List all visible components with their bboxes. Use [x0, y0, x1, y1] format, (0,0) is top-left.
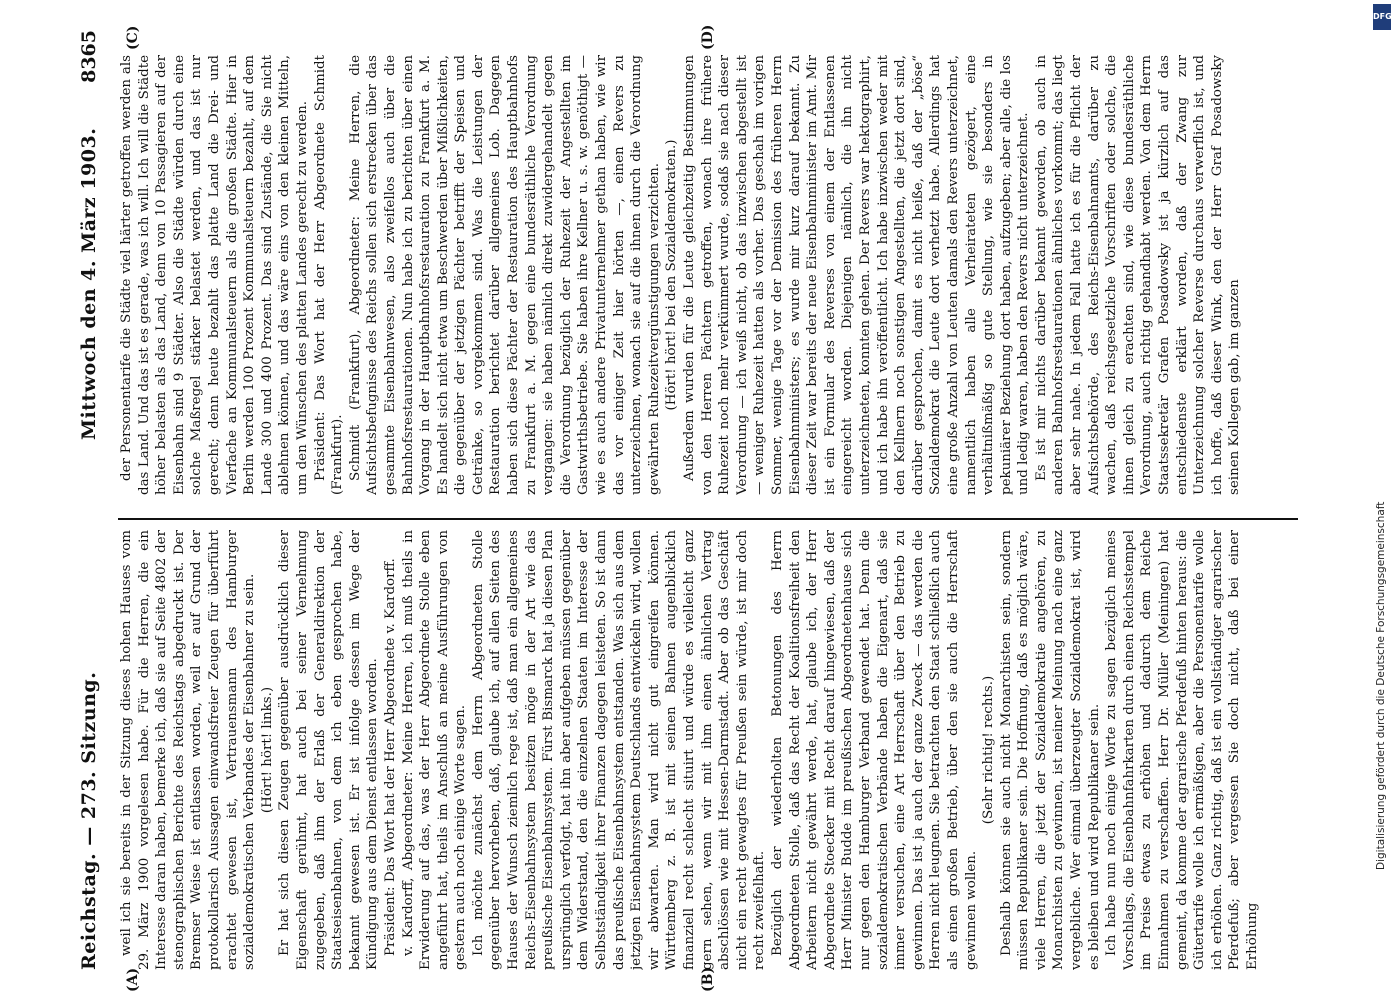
- paragraph: (Sehr richtig! rechts.): [981, 675, 997, 825]
- paragraph: Es ist mir nichts darüber bekannt geworden, ob auch in anderen Bahnhofsrestaurationen ähnliches vorkommt; das liegt aber sehr nahe. In jedem Fall hatte ich es für die Pflicht der Aufsichtsbehörde, des Reichs-Eisenbahnamts, darüber zu wachen, daß reichsgesetzliche Vorschriften oder solche, die ihnen gleich zu erachten sind, wie diese bundesräthliche Verordnung, auch richtig gehandhabt werden. Von dem Herrn Staatssekretär Grafen Posadowsky ist ja kürzlich auf das entschiedenste erklärt worden, daß der Zwang zur Unterzeichnung solcher Reverse durchaus verwerflich ist, und ich hoffe, daß dieser Wink, den der Herr Graf Posadowsky seinen Kollegen gab, im ganzen: [1033, 55, 1243, 495]
- page-header: [70, 30, 110, 970]
- paragraph: Präsident: Das Wort hat der Herr Abgeordnete Schmidt (Frankfurt).: [312, 55, 346, 495]
- dfg-logo: DFG: [1373, 4, 1391, 30]
- header-title: Reichstag. — 273. Sitzung.: [78, 671, 100, 970]
- paragraph: Deshalb können sie auch nicht Monarchisten sein, sondern müssen Republikaner sein. Die Hoffnung, daß es möglich wäre, viele Herren, die jetzt der Sozialdemokratie angehören, zu Monarchisten zu gewinnen, ist meiner Meinung nach eine ganz vergebliche. Wer einmal überzeugter Sozialdemokrat ist, wird es bleiben und wird Republikaner sein.: [998, 530, 1102, 970]
- paragraph: Bezüglich der wiederholten Betonungen des Herrn Abgeordneten Stolle, daß das Recht der Koalitionsfreiheit den Arbeitern nicht gewährt werde, hat, glaube ich, der Herr Abgeordnete Stoecker mit Recht darauf hingewiesen, daß der Herr Minister Budde im preußischen Abgeordnetenhause sich nur gegen den Hamburger Verband gewendet hat. Denn die sozialdemokratischen Verbände haben die Eigenart, daß sie immer versuchen, eine Art Herrschaft über den Betrieb zu gewinnen. Das ist ja auch der ganze Zweck — das werden die Herren nicht leugnen. Sie betrachten den Staat schließlich auch als einen großen Betrieb, über den sie auch die Herrschaft gewinnen wollen.: [769, 530, 979, 970]
- margin-marker-c: (C): [125, 25, 141, 50]
- sidebar-credit: Digitalisierung gefördert durch die Deutsche Forschungsgemeinschaft: [1375, 501, 1387, 870]
- paragraph: weil ich sie bereits in der Sitzung dieses hohen Hauses vom 29. März 1900 vorgelesen habe. Für die Herren, die ein Interesse daran haben, bemerke ich, daß sie auf Seite 4802 der stenographischen Berichte des Reichstags abgedruckt ist. Der Bremser Weise ist entlassen worden, weil er auf Grund der protokollarisch Aussagen einwandsfreier Zeugen für überführt erachtet gewesen ist, Vertrauensmann des Hamburger sozialdemokratischen Verbandes der Eisenbahner zu sein.: [119, 530, 258, 970]
- margin-marker-a: (A): [125, 967, 141, 992]
- sidebar: [1371, 0, 1395, 1000]
- paragraph: Außerdem wurden für die Leute gleichzeitig Bestimmungen von den Herren Pächtern getroffen, wonach ihre frühere Ruhezeit noch mehr verkümmert wurde, sodaß sie nach dieser Verordnung — ich weiß nicht, ob das inzwischen abgestellt ist — weniger Ruhezeit hatten als vorher. Das geschah im vorigen Sommer, wenige Tage vor der Demission des früheren Herrn Eisenbahnministers; es wurde mir kurz darauf bekannt. Zu dieser Zeit war bereits der neue Eisenbahnminister im Amt. Mir ist ein Formular des Reverses von einem der Entlassenen eingereicht worden. Diejenigen nämlich, die ihn nicht unterzeichneten, konnten gehen. Der Revers war hektographirt, und ich habe ihn veröffentlicht. Ich habe inzwischen weder mit den Kellnern noch sonstigen Angestellten, die jetzt dort sind, darüber gesprochen, damit es nicht heiße, daß der „böse“ Sozialdemokrat die Leute dort verhetzt habe. Allerdings hat eine große Anzahl von Leuten damals den Revers unterzeichnet, namentlich haben alle Verheirateten gezögert, eine verhältnißmäßig so gute Stellung, wie sie besonders in pekuniärer Beziehung dort haben, aufzugeben; aber alle, die los und ledig waren, haben den Revers nicht unterzeichnet.: [682, 55, 1032, 495]
- paragraph: Schmidt (Frankfurt), Abgeordneter: Meine Herren, die Aufsichtsbefugnisse des Reichs sollen sich erstrecken über das gesammte Eisenbahnwesen, also zweifellos auch über die Bahnhofsrestaurationen. Nun habe ich zu berichten über einen Vorgang in der Hauptbahnhofsrestauration zu Frankfurt a. M. Es handelt sich nicht etwa um Beschwerden über Mißlichkeiten, die gegenüber der jetzigen Pächter betrifft der Speisen und Getränke, so vorgekommen sind. Was die Leistungen der Restauration berichtet darüber allgemeines Lob. Dagegen haben sich diese Pächter der Restauration des Hauptbahnhofs zu Frankfurt a. M. gegen eine bundesräthliche Verordnung vergangen: sie haben nämlich direkt zuwidergehandelt gegen die Verordnung bezüglich der Ruhezeit der Angestellten im Gastwirthsbetriebe. Sie haben ihre Kellner u. s. w. genöthigt — wie es auch andere Privatunternehmer gethan haben, wie wir das vor einiger Zeit hier hörten —, einen Revers zu unterzeichnen, wonach sie auf die ihnen durch die Verordnung gewährten Ruhezeitvergünstigungen verzichten.: [347, 55, 662, 495]
- margin-marker-b: (B): [700, 966, 716, 992]
- paragraph: der Personentarife die Städte viel härter getroffen werden als das Land. Und das ist es gerade, was ich will. Ich will die Städte höher belasten als das Land, denn von 10 Passagieren auf der Eisenbahn sind 9 Städter. Also die Städte würden durch eine solche Maßregel stärker belastet werden, und das ist nur gerecht; denn heute bezahlt das platte Land die Drei- und Vierfache an Kommunalsteuern als die großen Städte. Hier in Berlin werden 100 Prozent Kommunalsteuern bezahlt, auf dem Lande 300 und 400 Prozent. Das sind Zustände, die Sie nicht ablehnen können, und das wäre eins von den kleinen Mitteln, um den Wünschen des platten Landes gerecht zu werden.: [119, 55, 310, 495]
- paragraph: Präsident: Das Wort hat der Herr Abgeordnete v. Kardorff.: [382, 558, 398, 956]
- margin-marker-d: (D): [700, 24, 716, 50]
- header-date: Mittwoch den 4. März 1903.: [78, 127, 100, 440]
- left-column: [118, 530, 1293, 970]
- paragraph: v. Kardorff, Abgeordneter: Meine Herren, ich muß theils in Erwiderung auf das, was der Herr Abgeordnete Stolle eben angeführt hat, theils im Anschluß an meine Ausführungen von gestern auch noch einige Worte sagen.: [400, 530, 469, 970]
- column-divider: [118, 518, 1298, 520]
- page-number: 8365: [78, 30, 100, 83]
- paragraph: (Hört! hört! bei den Sozialdemokraten.): [664, 139, 680, 411]
- paragraph: Ich habe nun noch einige Worte zu sagen bezüglich meines Vorschlags, die Eisenbahnfahrkarten durch einen Reichsstempel im Preise etwas zu erhöhen und dadurch dem Reiche Einnahmen zu verschaffen. Herr Dr. Müller (Meiningen) hat gemeint, da komme der agrarische Pferdefuß hinten heraus: die Gütertarife wolle ich ermäßigen, aber die Personentarife wolle ich erhöhen. Ganz richtig, daß ist ein vollständiger agrarischer Pferdefuß; aber vergessen Sie doch nicht, daß bei einer Erhöhung: [1104, 530, 1260, 970]
- paragraph: Er hat sich diesen Zeugen gegenüber ausdrücklich dieser Eigenschaft gerühmt, hat auch bei seiner Vernehmung zugegeben, daß ihm der Erlaß der Generaldirektion der Staatseisenbahnen, von dem ich eben gesprochen habe, bekannt gewesen ist. Er ist infolge dessen im Wege der Kündigung aus dem Dienst entlassen worden.: [277, 530, 381, 970]
- right-column: [118, 55, 1293, 495]
- paragraph: Ich möchte zunächst dem Herrn Abgeordneten Stolle gegenüber hervorheben, daß, glaube ich, auf allen Seiten des Hauses der Wunsch ziemlich rege ist, daß man ein allgemeines Reichs-Eisenbahnsystem besitzen möge in der Art wie das preußische Eisenbahnsystem. Fürst Bismarck hat ja diesen Plan ursprünglich verfolgt, hat ihn aber aufgeben müssen gegenüber dem Widerstand, den die einzelnen Staaten im Interesse der Selbstständigkeit ihrer Finanzen dagegen leisteten. So ist dann das preußische Eisenbahnsystem entstanden. Was sich aus dem jetzigen Eisenbahnsystem Deutschlands entwickeln wird, wollen wir abwarten. Man wird nicht gut eingreifen können. Württemberg z. B. ist mit seinen Bahnen augenblicklich finanziell recht schlecht situirt und würde es vielleicht ganz gern sehen, wenn wir mit ihm einen ähnlichen Vertrag abschlössen wie mit Hessen-Darmstadt. Aber ob das Geschäft nicht ein recht gewagtes für Preußen sein würde, ist mir doch recht zweifelhaft.: [470, 530, 768, 970]
- paragraph: (Hört! hört! links.): [259, 686, 275, 814]
